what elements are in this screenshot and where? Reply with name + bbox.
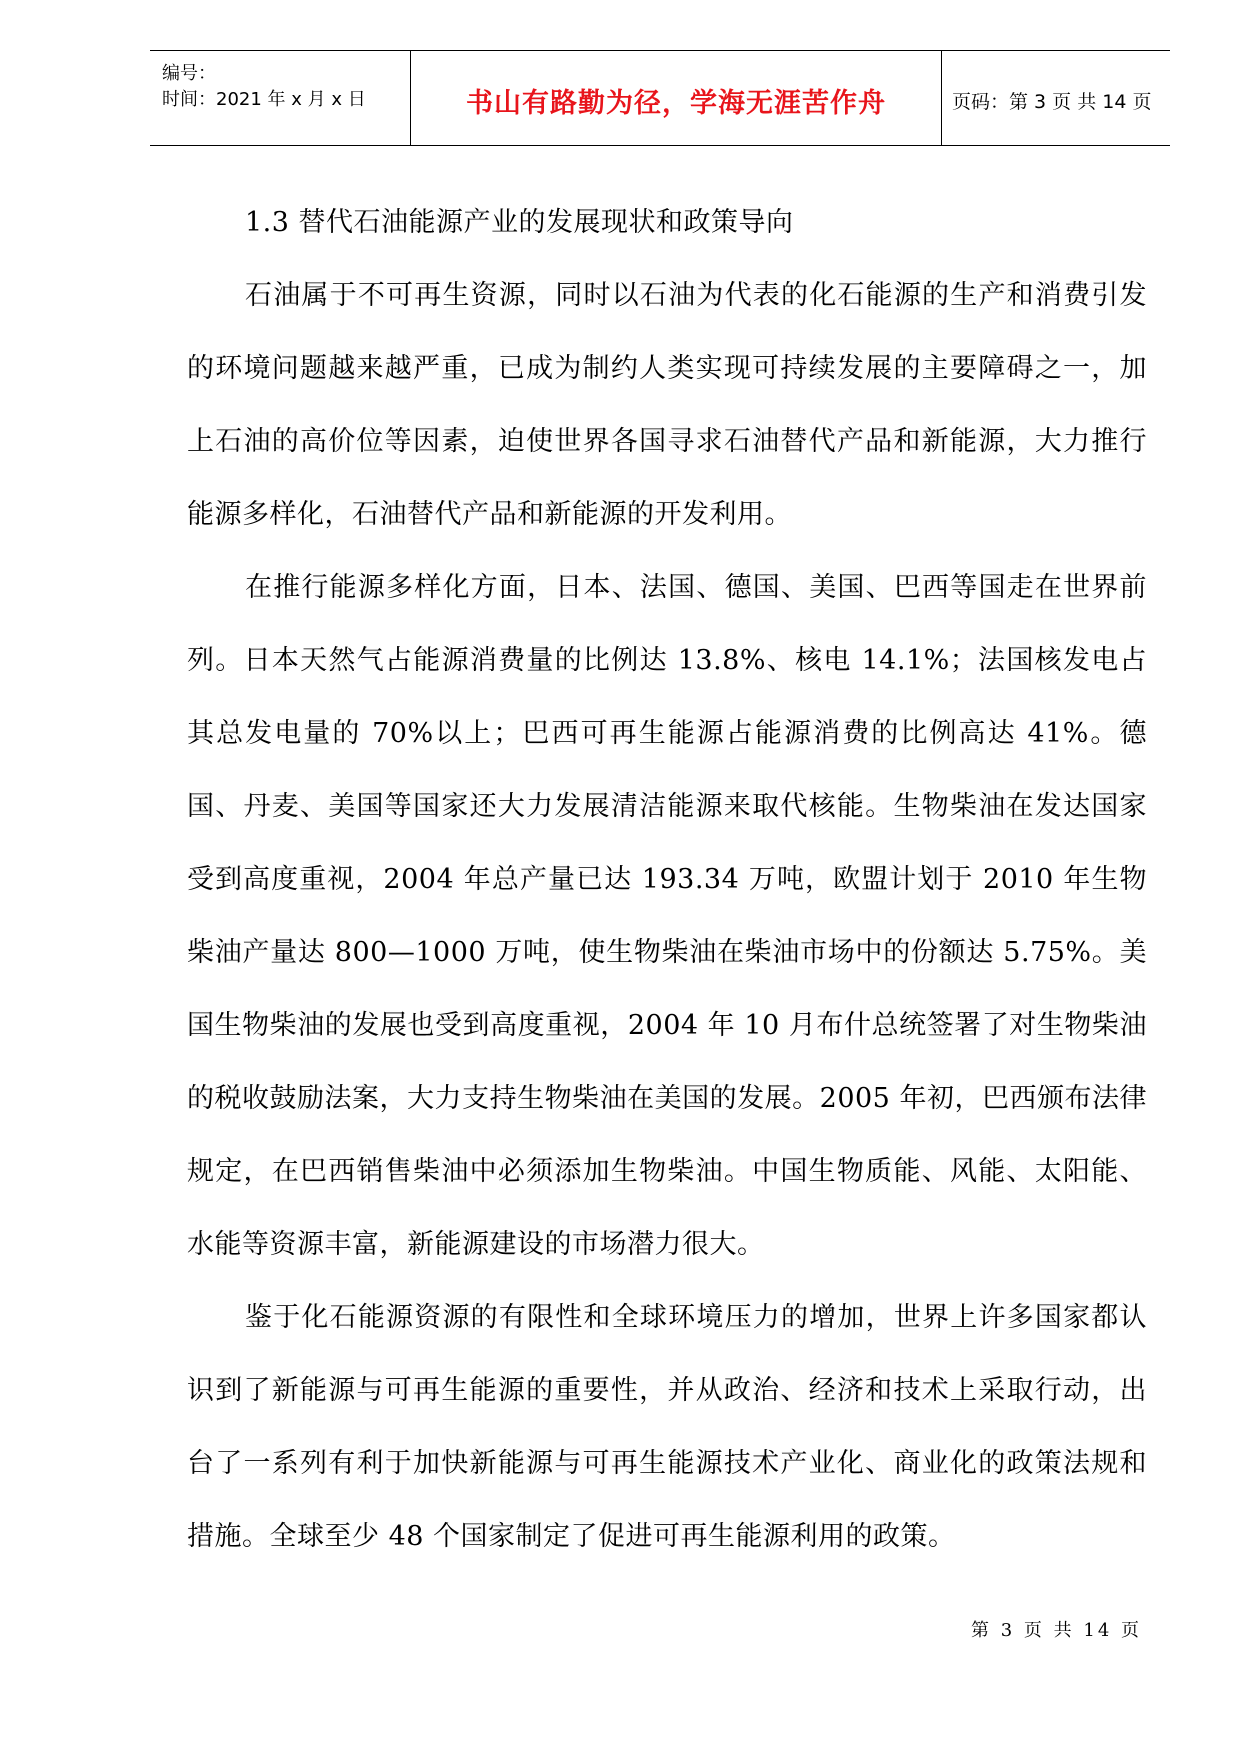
header-page-number: 页码：第 3 页 共 14 页 (952, 91, 1152, 113)
document-number-label: 编号： (162, 63, 216, 84)
header-motto: 书山有路勤为径，学海无涯苦作舟 (466, 88, 886, 119)
paragraph-1: 石油属于不可再生资源，同时以石油为代表的化石能源的生产和消费引发的环境问题越来越严重，已成为制约人类实现可持续发展的主要障碍之一，加上石油的高价位等因素，迫使世界各国寻求石油替代产品和新能源，大力推行能源多样化，石油替代产品和新能源的开发利用。 (187, 280, 1147, 530)
page-header (150, 50, 1170, 146)
document-time-label: 时间：2021 年 x 月 x 日 (162, 89, 366, 110)
page-footer: 第 3 页 共 14 页 (971, 1620, 1142, 1641)
paragraph-3: 鉴于化石能源资源的有限性和全球环境压力的增加，世界上许多国家都认识到了新能源与可再生能源的重要性，并从政治、经济和技术上采取行动，出台了一系列有利于加快新能源与可再生能源技术产业化、商业化的政策法规和措施。全球至少 48 个国家制定了促进可再生能源利用的政策。 (187, 1302, 1147, 1552)
header-motto-cell (410, 51, 942, 145)
document-body (187, 186, 1147, 1573)
section-title: 1.3 替代石油能源产业的发展现状和政策导向 (245, 207, 794, 238)
header-meta (150, 51, 410, 145)
header-page-cell (940, 51, 1170, 145)
paragraph-2: 在推行能源多样化方面，日本、法国、德国、美国、巴西等国走在世界前列。日本天然气占能源消费量的比例达 13.8%、核电 14.1%；法国核发电占其总发电量的 70%以上；巴西可再生能源占能源消费的比例高达 41%。德国、丹麦、美国等国家还大力发展清洁能源来取代核能。生物柴油在发达国家受到高度重视，2004 年总产量已达 193.34 万吨，欧盟计划于 2010 年生物柴油产量达 800—1000 万吨，使生物柴油在柴油市场中的份额达 5.75%。美国生物柴油的发展也受到高度重视，2004 年 10 月布什总统签署了对生物柴油的税收鼓励法案，大力支持生物柴油在美国的发展。2005 年初，巴西颁布法律规定，在巴西销售柴油中必须添加生物柴油。中国生物质能、风能、太阳能、水能等资源丰富，新能源建设的市场潜力很大。 (187, 572, 1147, 1260)
